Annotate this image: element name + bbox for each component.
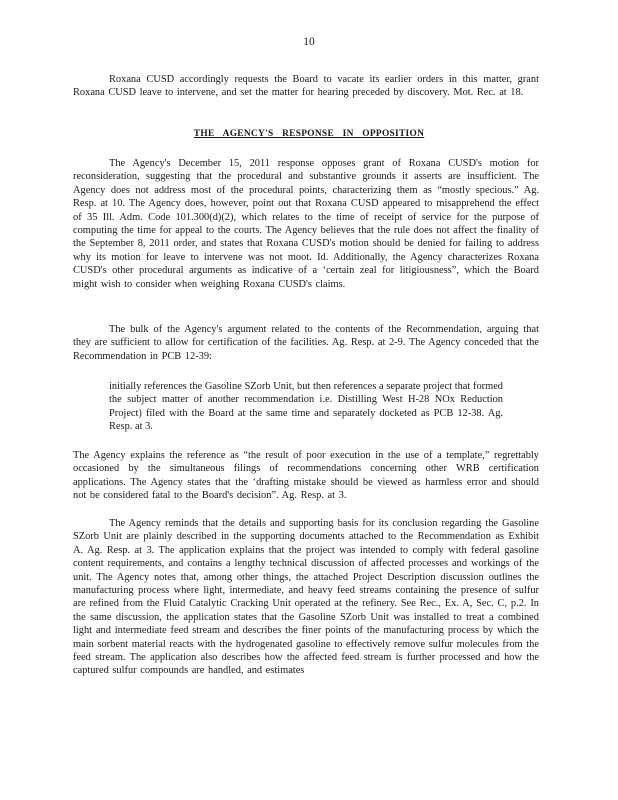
paragraph-agency-response: The Agency's December 15, 2011 response opposes grant of Roxana CUSD's motion for reconsideration, suggesting that the procedural and substantive grounds it asserts are insufficient. The Agency does not address most of the procedural points, characterizing them as “mostly specious.” Ag. Resp. at 10. The Agency does, however, point out that Roxana CUSD appeared to misapprehend the effect of 35 Ill. Adm. Code 101.300(d)(2), which relates to the time of receipt of service for the purpose of computing the time for appeal to the courts. The Agency believes that the rule does not affect the finality of the September 8, 2011 order, and states that Roxana CUSD's motion should be denied for failing to address why its motion for leave to intervene was not moot. Id. Additionally, the Agency characterizes Roxana CUSD's other procedural arguments as indicative of a ‘certain zeal for litigiousness”, which the Board might wish to consider when weighing Roxana CUSD's claims.: [73, 158, 539, 290]
paragraph-recommendation-argument: The bulk of the Agency's argument related to the contents of the Recommendation, arguing that they are sufficient to allow for certification of the facilities. Ag. Resp. at 2-9. The Agency conceded that the Recommendation in PCB 12-39:: [73, 324, 539, 362]
block-quote: initially references the Gasoline SZorb Unit, but then references a separate project that formed the subject matter of another recommendation i.e. Distilling West H-28 NOx Reduction Project) filed with the Board at the same time and separately docketed as PCB 12-38. Ag. Resp. at 3.: [109, 381, 503, 433]
paragraph-supporting-details: The Agency reminds that the details and supporting basis for its conclusion regarding the Gasoline SZorb Unit are plainly described in the supporting documents attached to the Recommendation as Exhibit A. Ag. Resp. at 3. The application explains that the project was intended to comply with federal gasoline content requirements, and contains a lengthy technical discussion of affected processes and workings of the unit. The Agency notes that, among other things, the attached Project Description discussion outlines the manufacturing process where light, intermediate, and heavy feed streams containing the presence of sulfur are refined from the Fluid Catalytic Cracking Unit operated at the refinery. See Rec., Ex. A, Sec. C, p.2. In the same discussion, the application states that the Gasoline SZorb Unit was installed to treat a combined light and intermediate feed stream and describes the finer points of the manufacturing process by which the main sorbent material reacts with the hydrogenated gasoline to effectively remove sulfur molecules from the feed stream. The application also describes how the affected feed stream is further processed and how the captured sulfur compounds are handled, and estimates: [73, 518, 539, 677]
paragraph-template-explanation: The Agency explains the reference as “the result of poor execution in the use of a template,” regrettably occasioned by the simultaneous filings of recommendations concerning other WRB certification applications. The Agency states that the ‘drafting mistake should be viewed as harmless error and should not be considered fatal to the Board's decision”. Ag. Resp. at 3.: [73, 450, 539, 502]
section-heading: THE AGENCY'S RESPONSE IN OPPOSITION: [193, 129, 425, 139]
paragraph-intervention-request: Roxana CUSD accordingly requests the Board to vacate its earlier orders in this matter, grant Roxana CUSD leave to intervene, and set the matter for hearing preceded by discovery. Mot. Rec. at 18.: [73, 74, 539, 99]
page-number: 10: [303, 36, 315, 48]
